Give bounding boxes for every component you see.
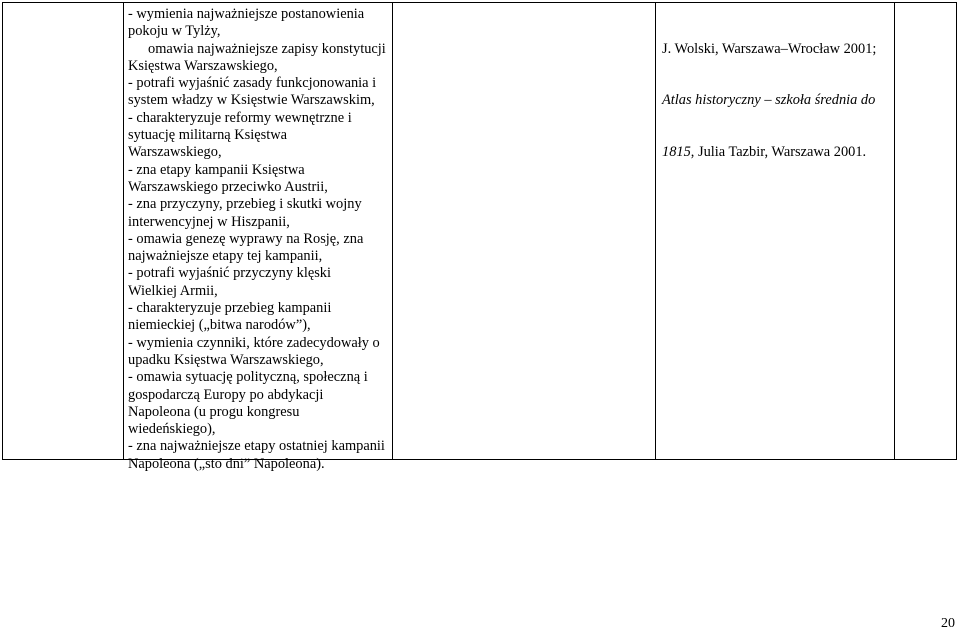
requirement-line: Wielkiej Armii, — [128, 282, 218, 299]
requirement-line: Warszawskiego przeciwko Austrii, — [128, 178, 328, 195]
requirement-line: - potrafi wyjaśnić przyczyny klęski — [128, 265, 332, 282]
requirement-line: wiedeńskiego), — [128, 421, 216, 438]
requirement-line: - wymienia najważniejsze postanowienia — [128, 6, 365, 22]
requirement-line: Warszawskiego, — [128, 144, 222, 161]
requirement-line: - omawia sytuację polityczną, społeczną i — [128, 369, 368, 386]
requirement-line: - charakteryzuje reformy wewnętrzne i — [128, 109, 352, 126]
requirements-cell — [128, 6, 386, 473]
requirement-line: - zna przyczyny, przebieg i skutki wojny — [128, 196, 362, 213]
column-divider — [655, 3, 656, 459]
requirement-line: Księstwa Warszawskiego, — [128, 57, 278, 74]
requirement-line: - zna najważniejsze etapy ostatniej kampanii — [128, 438, 385, 455]
requirement-line: system władzy w Księstwie Warszawskim, — [128, 92, 375, 109]
requirement-line: - potrafi wyjaśnić zasady funkcjonowania i — [128, 75, 377, 92]
requirement-line: Napoleona (u progu kongresu — [128, 403, 300, 420]
literature-title-end: 1815 — [662, 144, 691, 161]
literature-title: Atlas historyczny – szkoła średnia do — [662, 92, 876, 109]
requirement-line: - zna etapy kampanii Księstwa — [128, 161, 305, 178]
requirement-line: - wymienia czynniki, które zadecydowały o — [128, 334, 380, 351]
literature-publisher: , Julia Tazbir, Warszawa 2001. — [690, 144, 867, 161]
requirement-line: upadku Księstwa Warszawskiego, — [128, 351, 324, 368]
requirement-line: najważniejsze etapy tej kampanii, — [128, 248, 323, 265]
curriculum-table — [2, 2, 957, 472]
requirement-line: Napoleona („sto dni” Napoleona). — [128, 455, 325, 472]
literature-cell — [662, 6, 876, 196]
requirement-line: interwencyjnej w Hiszpanii, — [128, 213, 290, 230]
requirement-line: niemieckiej („bitwa narodów”), — [128, 317, 311, 334]
requirement-line: - omawia genezę wyprawy na Rosję, zna — [128, 230, 364, 247]
requirement-line: sytuację militarną Księstwa — [128, 127, 288, 144]
literature-line: J. Wolski, Warszawa–Wrocław 2001; — [662, 40, 877, 57]
column-divider — [123, 3, 124, 459]
literature-line — [662, 144, 876, 161]
page-number: 20 — [941, 616, 955, 631]
requirement-line: pokoju w Tylży, — [128, 23, 221, 40]
requirement-line: gospodarczą Europy po abdykacji — [128, 386, 324, 403]
column-divider — [894, 3, 895, 459]
requirement-line: - charakteryzuje przebieg kampanii — [128, 300, 332, 317]
column-divider — [392, 3, 393, 459]
requirement-line: omawia najważniejsze zapisy konstytucji — [148, 40, 386, 57]
